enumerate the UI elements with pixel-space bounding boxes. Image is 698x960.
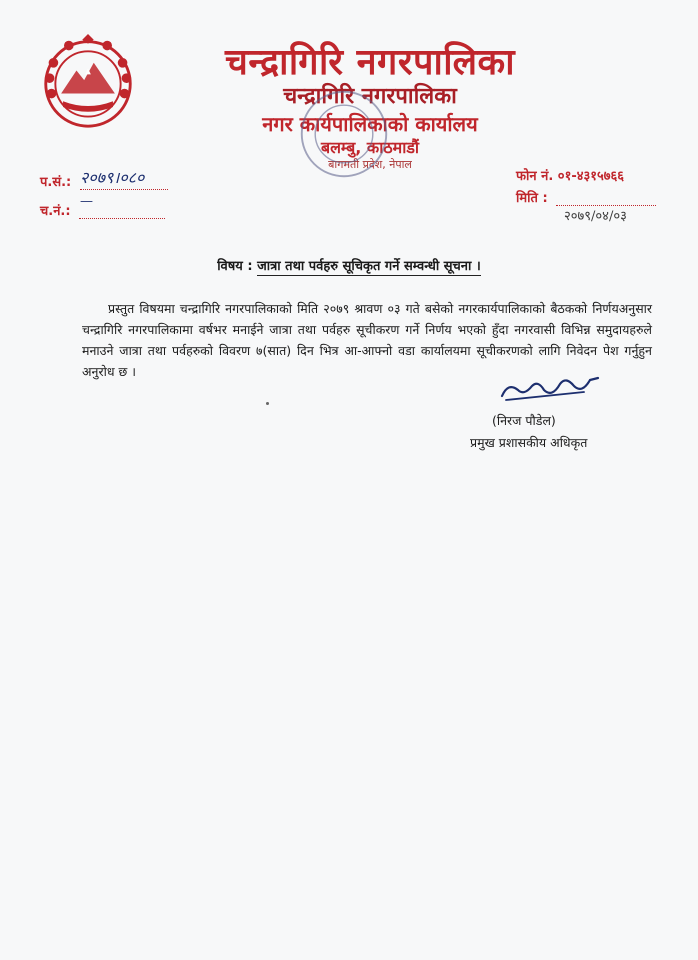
reference-date xyxy=(516,188,656,206)
ps-field xyxy=(80,189,168,190)
subject-prefix: विषय : xyxy=(217,259,253,274)
signature-icon xyxy=(494,372,604,406)
cn-value: — xyxy=(80,194,93,209)
cn-label: च.नं.: xyxy=(40,204,71,219)
date-value: २०७९/०४/०३ xyxy=(564,209,627,224)
org-name-secondary: चन्द्रागिरि नगरपालिका xyxy=(283,84,457,109)
office-location: बलम्बु, काठमाडौं xyxy=(320,138,420,157)
office-name: नगर कार्यपालिकाको कार्यालय xyxy=(262,112,478,136)
signatory-name: (निरज पौडेल) xyxy=(492,413,556,428)
office-province: बागमती प्रदेश, नेपाल xyxy=(328,158,412,171)
cn-field xyxy=(79,218,165,219)
ps-label: प.सं.: xyxy=(40,175,72,190)
date-label: मिति : xyxy=(516,191,548,206)
municipality-emblem-icon xyxy=(40,34,136,130)
signatory-title: प्रमुख प्रशासकीय अधिकृत xyxy=(470,435,588,450)
notice-body: प्रस्तुत विषयमा चन्द्रागिरि नगरपालिकाको मिति २०७९ श्रावण ०३ गते बसेको नगरकार्यपालिकाको बैठकको निर्णयअनुसार चन्द्रागिरि नगरपालिकामा वर्षभर मनाईने जात्रा तथा पर्वहरु सूचीकरण गर्ने निर्णय भएको हुँदा नगरवासी विभिन्न समुदायहरुले मनाउने जात्रा तथा पर्वहरुको विवरण ७(सात) दिन भित्र आ-आफ्नो वडा कार्यालयमा सूचीकरणको लागि निवेदन पेश गर्नुहुन अनुरोध छ । xyxy=(82,301,652,379)
subject-line xyxy=(0,256,698,274)
org-name: चन्द्रागिरि नगरपालिका xyxy=(224,41,516,83)
ps-value: २०७९।०८० xyxy=(80,168,145,187)
phone-number: फोन नं. ०१-४३१५७६६ xyxy=(516,169,625,184)
reference-cn xyxy=(40,201,165,219)
subject-text: जात्रा तथा पर्वहरु सूचिकृत गर्ने सम्वन्धी सूचना । xyxy=(257,259,481,274)
office-stamp-icon xyxy=(296,86,392,182)
page-speck xyxy=(266,402,269,405)
